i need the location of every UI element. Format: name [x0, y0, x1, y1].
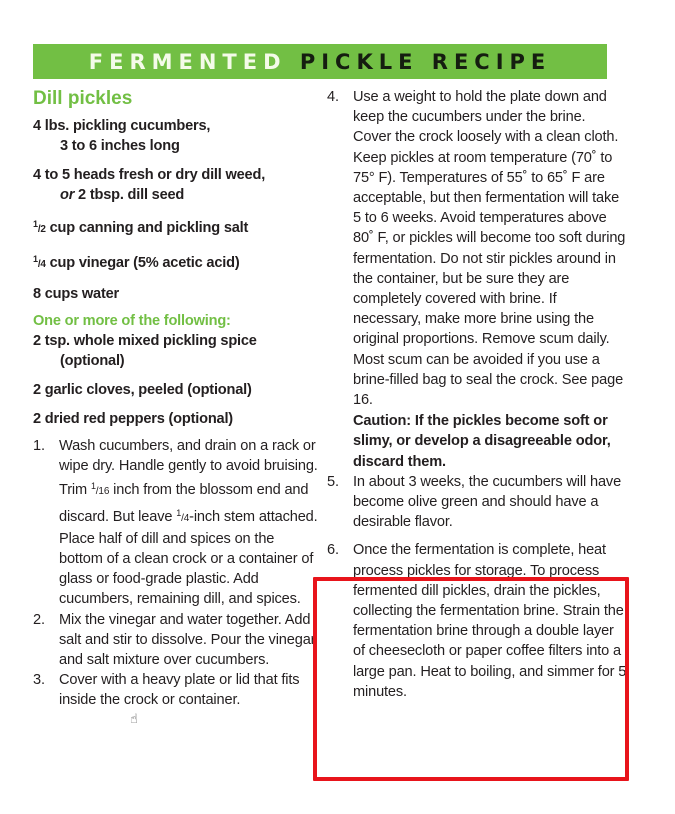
step-1 [33, 436, 318, 610]
step-number: 2. [33, 611, 45, 628]
hand-pointer-icon: ☝ [130, 711, 138, 726]
ingredient-text: cup canning and pickling salt [45, 220, 249, 236]
ingredient [33, 249, 318, 275]
fraction-numerator: 1 [33, 219, 38, 229]
left-column [33, 86, 318, 711]
banner-word-pickle-recipe: PICKLE RECIPE [299, 50, 552, 74]
step-6 [327, 540, 627, 702]
ingredient-text: 4 to 5 heads fresh or dry dill weed, [33, 167, 266, 183]
fraction-numerator: 1 [33, 254, 38, 264]
ingredient [33, 284, 318, 304]
recipe-title: Dill pickles [33, 88, 133, 109]
step-number: 1. [33, 438, 45, 454]
step-number: 4. [327, 89, 339, 105]
fraction-numerator: 1 [176, 507, 182, 518]
ingredient-text: 2 tsp. whole mixed pickling spice [33, 333, 257, 349]
steps-list-right [327, 87, 627, 702]
step-text: Mix the vinegar and water together. Add salt and stir to dissolve. Pour the vinegar and salt mixture over cucumbers. [59, 611, 316, 669]
optional-header: One or more of the following: [33, 313, 231, 329]
caution-text: Caution: If the pickles become soft or slimy, or develop a disagreeable odor, discard them. [353, 413, 611, 470]
step-5 [327, 472, 627, 533]
optional-ingredient [33, 380, 318, 400]
step-number: 5. [327, 473, 339, 490]
fraction-denominator: /2 [37, 224, 46, 235]
ingredient-text: 4 lbs. pickling cucumbers, [33, 118, 211, 134]
step-text: Use a weight to hold the plate down and keep the cucumbers under the brine. Cover the crock loosely with a clean cloth. Keep pickles at room temperature (70˚ to 75° F). Temperatures of 55˚ to 65˚ F are acceptable, but then fermentation will take 5 to 6 weeks. Avoid temperatures above 80˚ F, or pickles will become too soft during fermentation. Do not stir pickles around in the container, but be sure they are completely covered with brine. If necessary, make more brine using the original proportions. Remove scum daily. Most scum can be avoided if you use a brine-filled bag to seal the crock. See page 16. [353, 89, 626, 409]
step-2 [33, 610, 318, 671]
ingredient-text-cont [33, 185, 318, 205]
ingredient-emphasis: or [60, 187, 75, 203]
ingredient [33, 214, 318, 240]
step-4 [327, 87, 627, 472]
ingredient-text: cup vinegar (5% acetic acid) [45, 255, 240, 271]
optional-ingredient [33, 409, 318, 429]
ingredient-text: 2 garlic cloves, peeled (optional) [33, 382, 252, 398]
ingredient [33, 165, 318, 205]
fraction-denominator: /4 [37, 259, 46, 270]
right-column [327, 87, 627, 702]
optional-ingredient [33, 331, 318, 371]
step-text: Once the fermentation is complete, heat process pickles for storage. To process fermented dill pickles, drain the pickles, collecting the fermentation brine. Strain the fermentation brine through a double layer of cheesecloth or paper coffee filters into a large pan. Heat to boiling, and simmer for 5 minutes. [353, 542, 627, 700]
banner-word-fermented: FERMENTED [88, 50, 287, 74]
ingredient-text: 2 tbsp. dill seed [74, 187, 185, 203]
ingredient-text: 2 dried red peppers (optional) [33, 411, 233, 427]
ingredient-text-cont: (optional) [60, 353, 125, 369]
step-number: 3. [33, 672, 45, 689]
steps-list-left [33, 436, 318, 711]
recipe-banner [33, 44, 607, 79]
step-3 [33, 670, 318, 710]
ingredient [33, 116, 318, 156]
fraction-denominator: /16 [95, 486, 110, 498]
step-text: Cover with a heavy plate or lid that fits inside the crock or container. [59, 672, 300, 709]
ingredient-text: 8 cups water [33, 286, 120, 302]
step-text: -inch stem attached. Place half of dill and spices on the bottom of a clean crock or a container of glass or food-grade plastic. Add cucumbers, remaining dill, and spices. [59, 508, 318, 608]
step-number: 6. [327, 542, 339, 559]
ingredient-text-cont: 3 to 6 inches long [60, 138, 180, 154]
fraction-numerator: 1 [90, 481, 96, 492]
fraction-denominator: /4 [181, 512, 190, 524]
step-text: In about 3 weeks, the cucumbers will have become olive green and should have a desirable flavor. [353, 473, 622, 531]
step-text: Wash cucumbers, and drain on a rack or wipe dry. Handle gently to avoid bruising. Trim [59, 438, 318, 499]
step-text: inch from the blossom end and discard. But leave [59, 482, 309, 525]
